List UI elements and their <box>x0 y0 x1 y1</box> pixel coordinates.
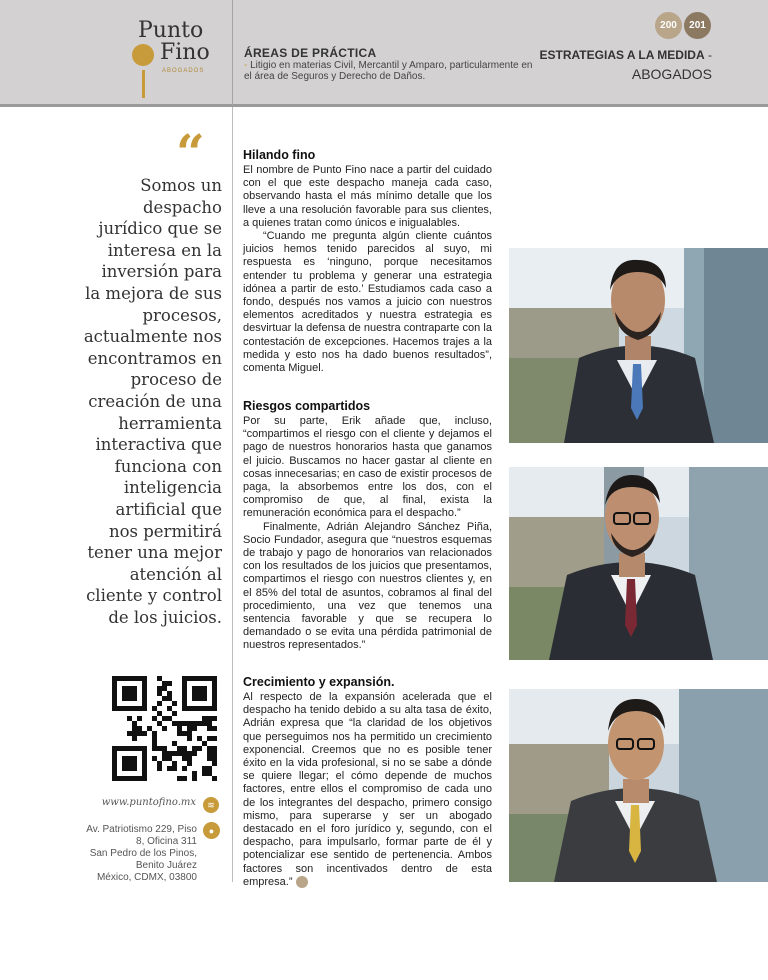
web-icon: ≋ <box>203 797 219 813</box>
article-paragraph: “Cuando me pregunta algún cliente cuántos juicios hemos tenido parecidos al suyo, mi respuesta es ‘ninguno, porque necesitamos entender tu problema y generar una estrategia idónea a partir de esto.’ Estudiamos cada caso a fondo, después nos vamos a juicio con nuestros elementos acreditados y nuestra estrategia es desvirtuar la defensa de nuestra contraparte con la contestación de excepciones. Hacemos trajes a la medida y esto nos ha dado buenos resultados”, comenta Miguel. <box>243 230 492 375</box>
page-number-right: 201 <box>684 12 711 39</box>
address-block <box>60 824 197 884</box>
article-heading: Crecimiento y expansión. <box>243 675 395 689</box>
header-divider <box>232 0 233 105</box>
logo-stem-icon <box>142 70 145 98</box>
address-line: México, CDMX, 03800 <box>96 872 197 883</box>
section-title-text: ESTRATEGIAS A LA MEDIDA <box>539 48 705 62</box>
address-line: Av. Patriotismo 229, Piso <box>86 824 197 835</box>
location-pin-icon: ● <box>203 822 220 839</box>
section-title <box>540 48 712 62</box>
article-heading: Hilando fino <box>243 148 316 162</box>
article-paragraph: Finalmente, Adrián Alejandro Sánchez Piña, Socio Fundador, asegura que “nuestros esquemas de trabajo y pago de honorarios van relacionados con los resultados de los juicios que presentamos, compartimos el riesgo con nuestros clientes y, en el 85% del total de asuntos, cobramos al final del procedimiento, una vez que tenemos una sentencia favorable y que se recupera lo demandado o se evita una pérdida patrimonial de nuestros representados.” <box>243 520 492 652</box>
article-heading: Riesgos compartidos <box>243 399 371 413</box>
quote-mark-icon: “ <box>176 123 205 182</box>
practice-dash: - <box>244 60 248 71</box>
article-paragraph: Por su parte, Erik añade que, incluso, “compartimos el riesgo con el cliente y dejamos el pago de nuestros honorarios hasta que ganamos el juicio. Buscamos no hacer gastar al cliente en cosas innecesarias; en caso de existir procesos de paga, la absorbemos entre los dos, con el compromiso de que, al final, exista la remuneración económica para el despacho.” <box>243 415 492 520</box>
pull-quote: Somos un despacho jurídico que se interesa en la inversión para la mejora de sus procesos, actualmente nos encontramos en proceso de creación de una herramienta interactiva que funciona con inteligencia artificial que nos permitirá tener una mejor atención al cliente y control de los juicios. <box>83 176 222 627</box>
address-line: Benito Juárez <box>135 860 197 871</box>
header-rule <box>0 104 768 107</box>
section-subtitle: ABOGADOS <box>631 66 712 82</box>
logo-dot-icon <box>132 44 154 66</box>
website-link[interactable]: www.puntofino.mx <box>101 797 196 808</box>
section-title-dash: - <box>704 48 712 62</box>
logo-subtitle: ABOGADOS <box>162 68 205 74</box>
practice-areas-body: Litigio en materias Civil, Mercantil y Amparo, particularmente en el área de Seguros y Derecho de Daños. <box>244 60 533 82</box>
column-divider <box>232 107 233 882</box>
practice-areas-title: ÁREAS DE PRÁCTICA <box>244 46 377 60</box>
portrait-photo-3 <box>509 689 768 882</box>
article-paragraph: El nombre de Punto Fino nace a partir del cuidado con el que este despacho maneja cada caso, observando hasta el más mínimo detalle que los lleve a una resolución favorable para sus clientes, a quienes tratan como únicos e inigualables. <box>243 164 492 229</box>
practice-areas-text <box>244 60 534 82</box>
portrait-photo-1 <box>509 248 768 443</box>
article-paragraph <box>243 691 492 889</box>
qr-code[interactable] <box>112 676 217 781</box>
logo-text-punto: Punto <box>138 18 204 43</box>
article-section-riesgos <box>243 399 492 653</box>
article-paragraph-text: Al respecto de la expansión acelerada que el despacho ha tenido debido a su alta tasa de éxito, Adrián expresa que “la claridad de los objetivos que perseguimos nos ha permitido un crecimiento exponencial. Creemos que no es posible tener éxito en la vida profesional, si no se sabe a dónde se quiere llegar; el cómo depende de muchos factores, entre ellos el compromiso de cada uno de los integrantes del despacho, primero consigo mismo, para superarse y ser un abogado destacado en el foro jurídico y, segundo, con el despacho, para impulsarlo, formar parte de él y potencializar ese sentido de pertenencia. Ambos factores son incentivados dentro de esta empresa.” <box>243 691 492 888</box>
address-line: San Pedro de los Pinos, <box>89 848 197 859</box>
article-section-hilando <box>243 148 492 375</box>
article-section-crecimiento <box>243 675 492 889</box>
page-number-left: 200 <box>655 12 682 39</box>
end-of-article-icon <box>296 876 308 888</box>
portrait-photo-2 <box>509 467 768 660</box>
logo-text-fino: Fino <box>160 40 210 65</box>
address-line: 8, Oficina 311 <box>136 836 197 847</box>
